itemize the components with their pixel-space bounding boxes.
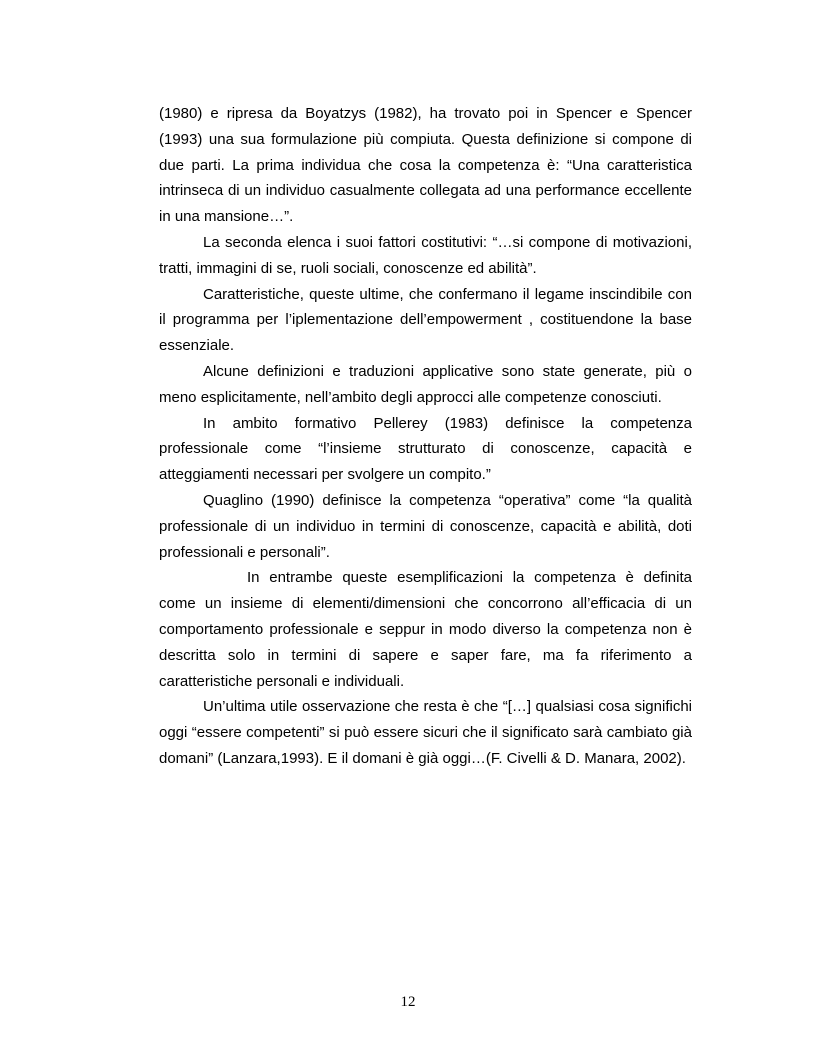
paragraph-8: Un’ultima utile osservazione che resta è che “[…] qualsiasi cosa significhi oggi “essere competenti” si può essere sicuri che il significato sarà cambiato già domani” (Lanzara,1993). E il domani è già oggi…(F. Civelli & D. Manara, 2002). [159, 698, 692, 767]
page-number: 12 [400, 994, 416, 1010]
paragraph-5: In ambito formativo Pellerey (1983) definisce la competenza professionale come “l’insieme strutturato di conoscenze, capacità e atteggiamenti necessari per svolgere un compito.” [159, 414, 692, 484]
body-text [159, 101, 692, 772]
paragraph-6: Quaglino (1990) definisce la competenza “operativa” come “la qualità professionale di un individuo in termini di conoscenze, capacità e abilità, doti professionali e personali”. [159, 491, 692, 561]
paragraph-4: Alcune definizioni e traduzioni applicative sono state generate, più o meno esplicitamente, nell’ambito degli approcci alle competenze conosciuti. [159, 362, 692, 406]
paragraph-7: In entrambe queste esemplificazioni la competenza è definita come un insieme di elementi/dimensioni che concorrono all’efficacia di un comportamento professionale e seppur in modo diverso la competenza non è descritta solo in termini di sapere e saper fare, ma fa riferimento a caratteristiche personali e individuali. [159, 569, 692, 690]
paragraph-2: La seconda elenca i suoi fattori costitutivi: “…si compone di motivazioni, tratti, immagini di se, ruoli sociali, conoscenze ed abilità”. [159, 233, 692, 277]
paragraph-3: Caratteristiche, queste ultime, che confermano il legame inscindibile con il programma per l’iplementazione dell’empowerment , costituendone la base essenziale. [159, 285, 692, 355]
paragraph-1: (1980) e ripresa da Boyatzys (1982), ha trovato poi in Spencer e Spencer (1993) una sua formulazione più compiuta. Questa definizione si compone di due parti. La prima individua che cosa la competenza è: “Una caratteristica intrinseca di un individuo casualmente collegata ad una performance eccellente in una mansione…”. [159, 105, 692, 226]
